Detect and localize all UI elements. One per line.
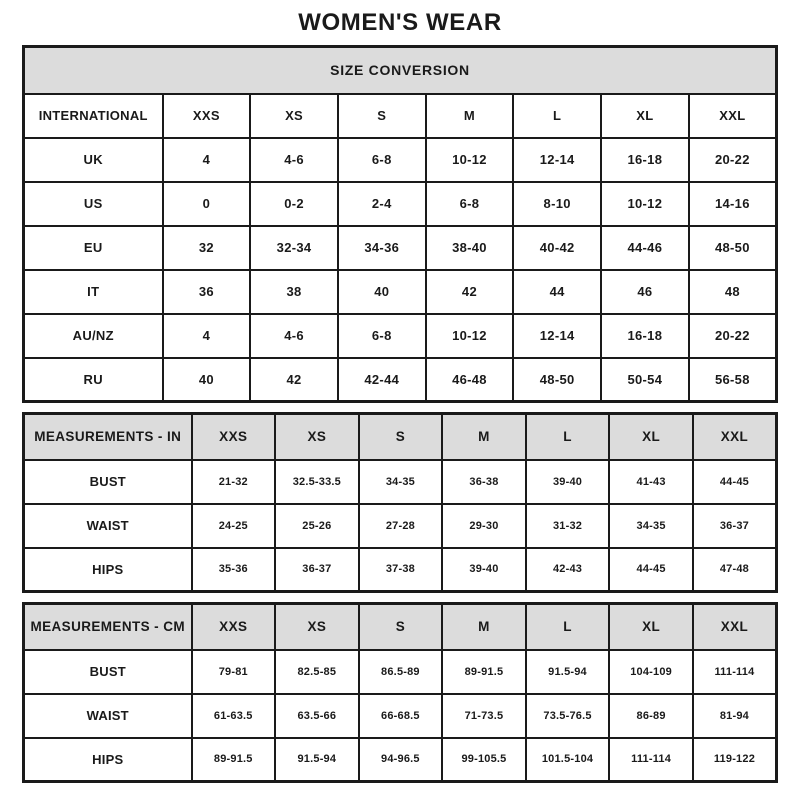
- table-cell: 42-44: [338, 358, 426, 402]
- column-header-cell: XL: [609, 604, 693, 650]
- table-cell: 21-32: [192, 460, 276, 504]
- column-header-row: [24, 94, 777, 138]
- table-cell: 36-37: [693, 504, 777, 548]
- column-header-cell: M: [442, 604, 526, 650]
- column-header-cell: XL: [609, 414, 693, 460]
- column-header-cell: XXS: [192, 414, 276, 460]
- table-cell: 46: [601, 270, 689, 314]
- row-label-cell: EU: [24, 226, 163, 270]
- table-cell: 12-14: [513, 138, 601, 182]
- table-cell: 31-32: [526, 504, 610, 548]
- table-row: [24, 460, 777, 504]
- table-cell: 20-22: [689, 314, 777, 358]
- table-cell: 10-12: [426, 138, 514, 182]
- table-cell: 101.5-104: [526, 738, 610, 782]
- table-cell: 35-36: [192, 548, 276, 592]
- table-cell: 56-58: [689, 358, 777, 402]
- table-cell: 0: [163, 182, 251, 226]
- row-label-cell: WAIST: [24, 694, 192, 738]
- row-label-cell: BUST: [24, 460, 192, 504]
- column-header-cell: XXS: [192, 604, 276, 650]
- table-cell: 24-25: [192, 504, 276, 548]
- table-row: [24, 138, 777, 182]
- column-header-row: [24, 414, 777, 460]
- table-cell: 36-37: [275, 548, 359, 592]
- row-label-cell: UK: [24, 138, 163, 182]
- table-cell: 4-6: [250, 138, 338, 182]
- table-cell: 44-45: [609, 548, 693, 592]
- size-chart-sheet: [22, 45, 778, 783]
- table-cell: 79-81: [192, 650, 276, 694]
- column-header-cell: M: [442, 414, 526, 460]
- table-cell: 89-91.5: [192, 738, 276, 782]
- table-cell: 0-2: [250, 182, 338, 226]
- table-cell: 48-50: [513, 358, 601, 402]
- column-header-cell: XL: [601, 94, 689, 138]
- table-cell: 86-89: [609, 694, 693, 738]
- measurements-cm-body: [24, 604, 777, 782]
- table-cell: 8-10: [513, 182, 601, 226]
- table-cell: 40-42: [513, 226, 601, 270]
- table-cell: 34-35: [359, 460, 443, 504]
- table-cell: 27-28: [359, 504, 443, 548]
- column-header-cell: XXL: [689, 94, 777, 138]
- column-header-cell: L: [526, 414, 610, 460]
- column-header-row: [24, 604, 777, 650]
- table-title-cell: MEASUREMENTS - CM: [24, 604, 192, 650]
- column-header-cell: XS: [275, 414, 359, 460]
- measurements-in-body: [24, 414, 777, 592]
- table-cell: 4: [163, 138, 251, 182]
- column-header-cell: XXS: [163, 94, 251, 138]
- table-row: [24, 650, 777, 694]
- table-cell: 89-91.5: [442, 650, 526, 694]
- table-cell: 10-12: [426, 314, 514, 358]
- table-cell: 82.5-85: [275, 650, 359, 694]
- measurements-cm-table: [22, 602, 778, 783]
- table-cell: 37-38: [359, 548, 443, 592]
- table-cell: 39-40: [526, 460, 610, 504]
- table-cell: 47-48: [693, 548, 777, 592]
- table-cell: 34-35: [609, 504, 693, 548]
- column-header-cell: L: [526, 604, 610, 650]
- table-cell: 111-114: [609, 738, 693, 782]
- table-cell: 40: [163, 358, 251, 402]
- table-cell: 38: [250, 270, 338, 314]
- table-cell: 34-36: [338, 226, 426, 270]
- row-label-cell: HIPS: [24, 548, 192, 592]
- table-cell: 4: [163, 314, 251, 358]
- table-row: [24, 358, 777, 402]
- column-header-cell: S: [359, 414, 443, 460]
- table-cell: 41-43: [609, 460, 693, 504]
- row-label-cell: RU: [24, 358, 163, 402]
- table-cell: 36: [163, 270, 251, 314]
- table-row: [24, 738, 777, 782]
- table-cell: 16-18: [601, 314, 689, 358]
- table-cell: 6-8: [338, 314, 426, 358]
- row-label-cell: WAIST: [24, 504, 192, 548]
- table-cell: 32-34: [250, 226, 338, 270]
- table-cell: 2-4: [338, 182, 426, 226]
- table-cell: 94-96.5: [359, 738, 443, 782]
- table-cell: 91.5-94: [526, 650, 610, 694]
- measurements-in-table: [22, 412, 778, 593]
- table-cell: 29-30: [442, 504, 526, 548]
- table-cell: 40: [338, 270, 426, 314]
- column-header-cell: XXL: [693, 604, 777, 650]
- row-label-cell: BUST: [24, 650, 192, 694]
- table-cell: 46-48: [426, 358, 514, 402]
- table-cell: 25-26: [275, 504, 359, 548]
- table-cell: 44-45: [693, 460, 777, 504]
- table-cell: 36-38: [442, 460, 526, 504]
- table-cell: 32.5-33.5: [275, 460, 359, 504]
- table-cell: 50-54: [601, 358, 689, 402]
- table-row: [24, 694, 777, 738]
- table-cell: 32: [163, 226, 251, 270]
- table-cell: 48-50: [689, 226, 777, 270]
- table-title-cell: SIZE CONVERSION: [24, 47, 777, 94]
- row-label-cell: INTERNATIONAL: [24, 94, 163, 138]
- table-cell: 6-8: [338, 138, 426, 182]
- table-cell: 111-114: [693, 650, 777, 694]
- table-cell: 66-68.5: [359, 694, 443, 738]
- row-label-cell: IT: [24, 270, 163, 314]
- table-cell: 4-6: [250, 314, 338, 358]
- table-cell: 81-94: [693, 694, 777, 738]
- table-cell: 39-40: [442, 548, 526, 592]
- table-row: [24, 226, 777, 270]
- table-cell: 6-8: [426, 182, 514, 226]
- page-title: WOMEN'S WEAR: [298, 9, 502, 36]
- table-cell: 71-73.5: [442, 694, 526, 738]
- table-title-cell: MEASUREMENTS - IN: [24, 414, 192, 460]
- table-cell: 48: [689, 270, 777, 314]
- table-cell: 73.5-76.5: [526, 694, 610, 738]
- table-cell: 42: [426, 270, 514, 314]
- table-cell: 10-12: [601, 182, 689, 226]
- row-label-cell: HIPS: [24, 738, 192, 782]
- table-cell: 119-122: [693, 738, 777, 782]
- row-label-cell: AU/NZ: [24, 314, 163, 358]
- table-cell: 12-14: [513, 314, 601, 358]
- table-cell: 42: [250, 358, 338, 402]
- table-cell: 91.5-94: [275, 738, 359, 782]
- column-header-cell: L: [513, 94, 601, 138]
- table-cell: 38-40: [426, 226, 514, 270]
- table-cell: 86.5-89: [359, 650, 443, 694]
- table-cell: 61-63.5: [192, 694, 276, 738]
- column-header-cell: S: [359, 604, 443, 650]
- table-cell: 20-22: [689, 138, 777, 182]
- column-header-cell: M: [426, 94, 514, 138]
- size-conversion-body: [24, 47, 777, 402]
- row-label-cell: US: [24, 182, 163, 226]
- table-cell: 14-16: [689, 182, 777, 226]
- table-cell: 42-43: [526, 548, 610, 592]
- table-cell: 44: [513, 270, 601, 314]
- table-row: [24, 182, 777, 226]
- table-title-row: [24, 47, 777, 94]
- table-row: [24, 314, 777, 358]
- table-cell: 44-46: [601, 226, 689, 270]
- table-cell: 104-109: [609, 650, 693, 694]
- table-row: [24, 504, 777, 548]
- table-row: [24, 270, 777, 314]
- column-header-cell: XXL: [693, 414, 777, 460]
- table-cell: 16-18: [601, 138, 689, 182]
- column-header-cell: XS: [275, 604, 359, 650]
- column-header-cell: S: [338, 94, 426, 138]
- table-cell: 99-105.5: [442, 738, 526, 782]
- table-cell: 63.5-66: [275, 694, 359, 738]
- column-header-cell: XS: [250, 94, 338, 138]
- table-row: [24, 548, 777, 592]
- size-conversion-table: [22, 45, 778, 403]
